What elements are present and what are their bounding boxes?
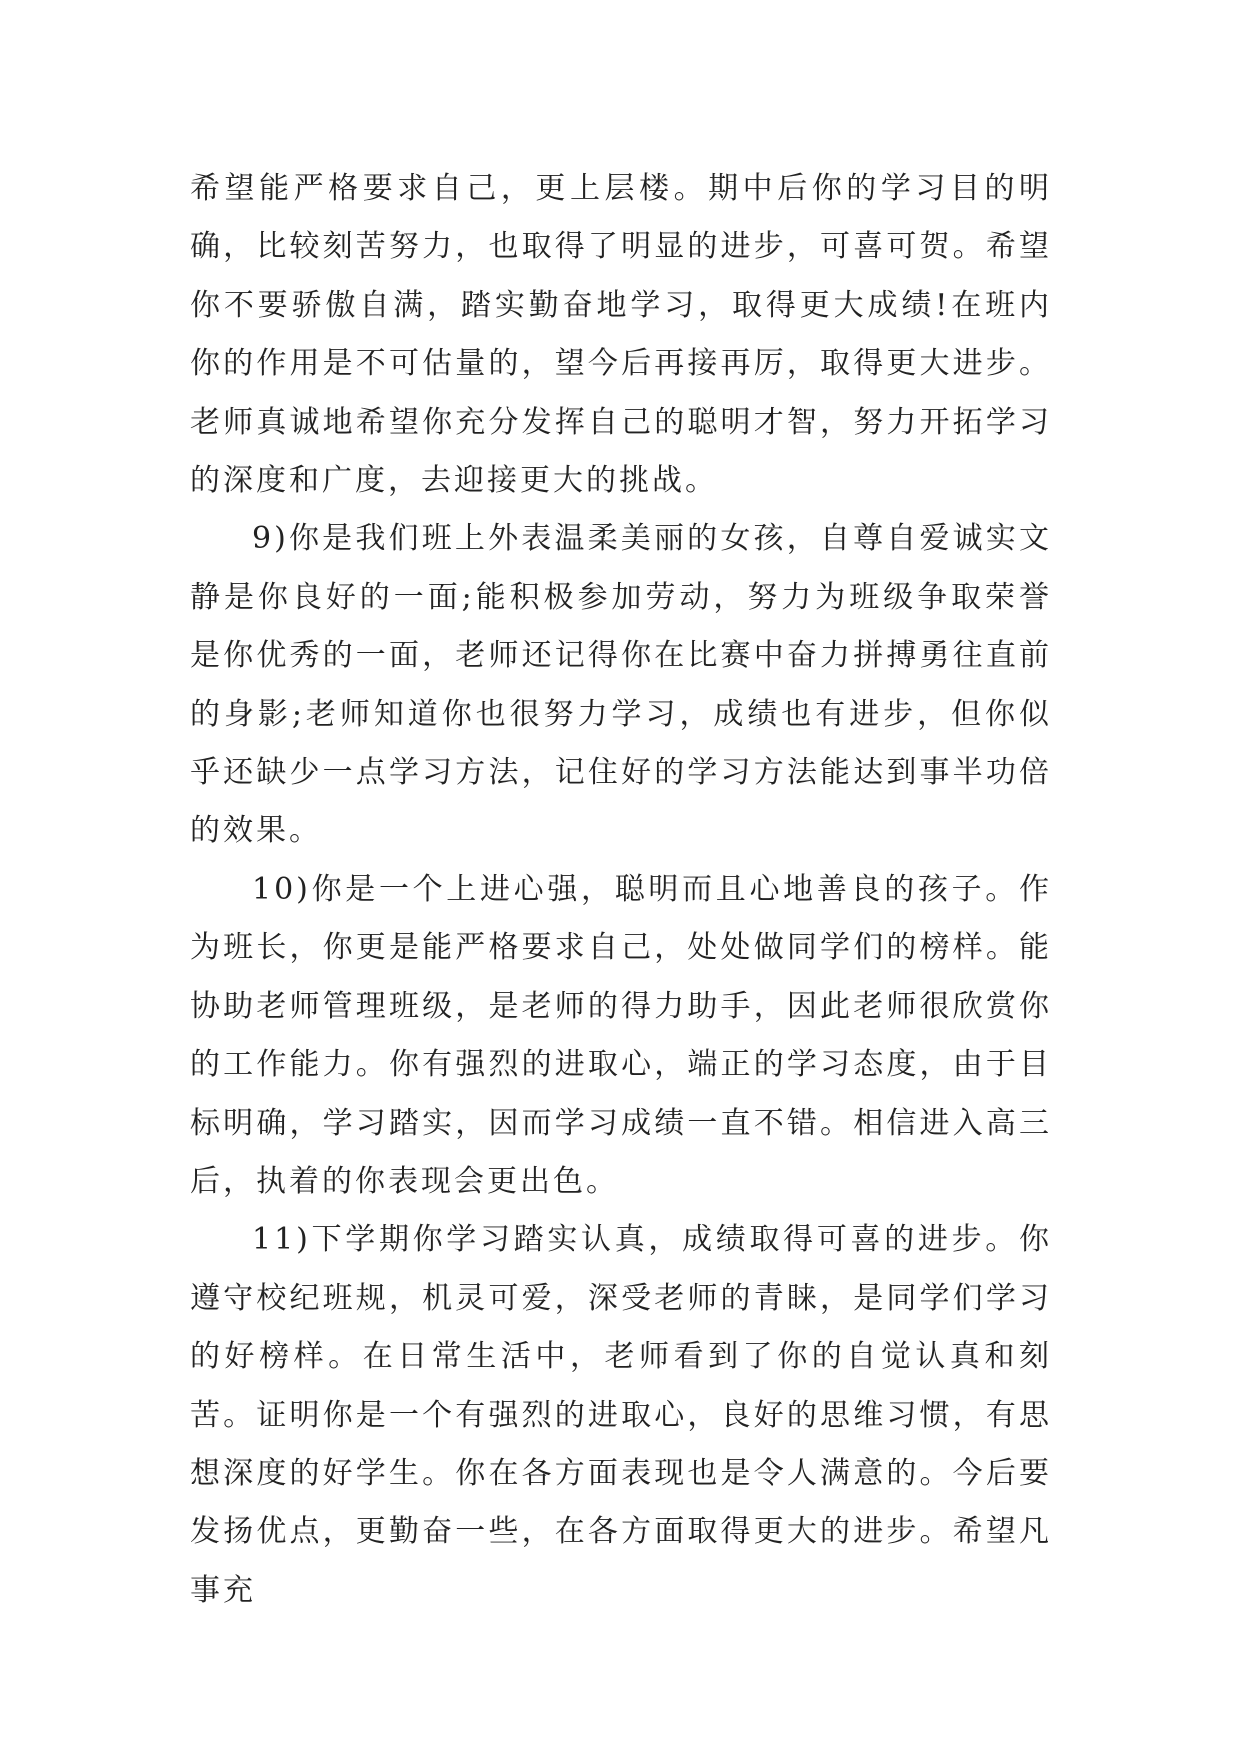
paragraph-4: 11)下学期你学习踏实认真，成绩取得可喜的进步。你遵守校纪班规，机灵可爱，深受老师的青睐，是同学们学习的好榜样。在日常生活中，老师看到了你的自觉认真和刻苦。证明你是一个有强烈的进取心，良好的思维习惯，有思想深度的好学生。你在各方面表现也是令人满意的。今后要发扬优点，更勤奋一些，在各方面取得更大的进步。希望凡事充 [190,1222,1052,1608]
paragraph-3: 10)你是一个上进心强，聪明而且心地善良的孩子。作为班长，你更是能严格要求自己，处处做同学们的榜样。能协助老师管理班级，是老师的得力助手，因此老师很欣赏你的工作能力。你有强烈的进取心，端正的学习态度，由于目标明确，学习踏实，因而学习成绩一直不错。相信进入高三后，执着的你表现会更出色。 [190,871,1052,1199]
paragraph-1: 希望能严格要求自己，更上层楼。期中后你的学习目的明确，比较刻苦努力，也取得了明显的进步，可喜可贺。希望你不要骄傲自满，踏实勤奋地学习，取得更大成绩!在班内你的作用是不可估量的，望今后再接再厉，取得更大进步。老师真诚地希望你充分发挥自己的聪明才智，努力开拓学习的深度和广度，去迎接更大的挑战。 [190,171,1052,499]
document-body [190,160,1052,1620]
paragraph-2: 9)你是我们班上外表温柔美丽的女孩，自尊自爱诚实文静是你良好的一面;能积极参加劳动，努力为班级争取荣誉是你优秀的一面，老师还记得你在比赛中奋力拼搏勇往直前的身影;老师知道你也很努力学习，成绩也有进步，但你似乎还缺少一点学习方法，记住好的学习方法能达到事半功倍的效果。 [190,521,1052,849]
